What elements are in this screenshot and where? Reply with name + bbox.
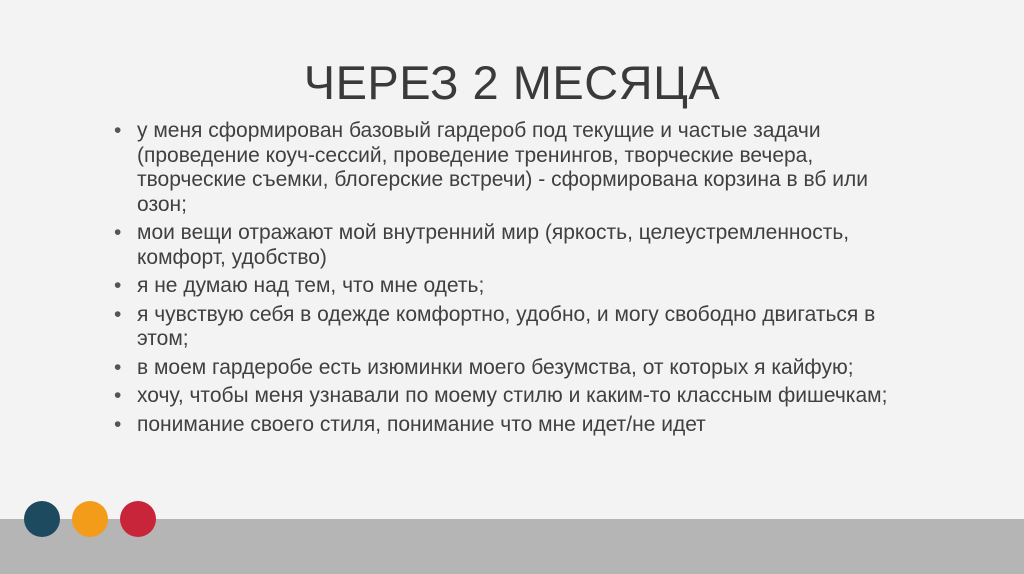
navy-circle xyxy=(24,501,60,537)
list-item xyxy=(114,119,914,217)
red-circle xyxy=(120,501,156,537)
decorative-circles xyxy=(24,501,156,537)
orange-circle xyxy=(72,501,108,537)
list-item xyxy=(114,221,914,270)
list-item xyxy=(114,303,914,352)
list-item xyxy=(114,384,914,409)
bullet-marker: • xyxy=(114,384,122,407)
bullet-list xyxy=(114,119,914,441)
bullet-marker: • xyxy=(114,119,122,142)
slide-title: ЧЕРЕЗ 2 МЕСЯЦА xyxy=(303,56,721,109)
list-item xyxy=(114,274,914,299)
bullet-marker: • xyxy=(114,355,122,379)
list-item-text: я не думаю над тем, что мне одеть; xyxy=(137,274,485,297)
list-item-text: хочу, чтобы меня узнавали по моему стилю и каким-то классным фишечкам; xyxy=(137,384,888,407)
list-item xyxy=(114,356,914,381)
list-item-text: мои вещи отражают мой внутренний мир (яркость, целеустремленность, комфорт, удобство) xyxy=(137,221,850,269)
bullet-marker: • xyxy=(114,412,122,436)
bullet-marker: • xyxy=(114,302,122,326)
list-item xyxy=(114,413,914,438)
list-item-text: в моем гардеробе есть изюминки моего безумства, от которых я кайфую; xyxy=(137,355,854,379)
list-item-text: у меня сформирован базовый гардероб под текущие и частые задачи (проведение коуч-сессий, проведение тренингов, творческие вечера, творческие съемки, блогерские встречи) - сформирована корзина в вб или озон; xyxy=(137,119,868,216)
list-item-text: понимание своего стиля, понимание что мне идет/не идет xyxy=(137,412,706,436)
bullet-marker: • xyxy=(114,274,122,297)
list-item-text: я чувствую себя в одежде комфортно, удобно, и могу свободно двигаться в этом; xyxy=(137,302,876,350)
bullet-marker: • xyxy=(114,221,122,244)
